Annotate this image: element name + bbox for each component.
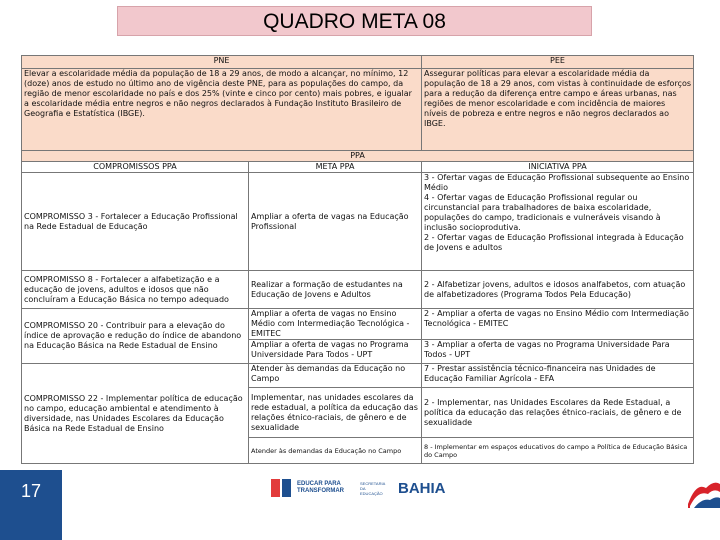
pee-header: PEE xyxy=(422,56,694,69)
iniciativa-3: 3 - Ofertar vagas de Educação Profissional subsequente ao Ensino Médio 4 - Ofertar vagas de Educação Profissional regular ou circunstancial para trabalhadores de baixa escolaridade, populações do campo, tradicionais e vulneráveis visando à inclusão socioprodutiva. 2 - Ofertar vagas de Educação Profissional integrada à Educação de Jovens e adultos xyxy=(422,173,694,271)
meta-8: Realizar a formação de estudantes na Educação de Jovens e Adultos xyxy=(249,271,422,309)
ppa-header: PPA xyxy=(22,151,694,162)
page-title: QUADRO META 08 xyxy=(117,6,592,36)
educar-icon xyxy=(270,477,294,499)
meta-20-b: Ampliar a oferta de vagas no Programa Universidade Para Todos - UPT xyxy=(249,340,422,364)
col-iniciativa: INICIATIVA PPA xyxy=(422,162,694,173)
compromisso-8: COMPROMISSO 8 - Fortalecer a alfabetização e a educação de jovens, adultos e idosos que não concluíram a Educação Básica no tempo adequado xyxy=(22,271,249,309)
col-meta: META PPA xyxy=(249,162,422,173)
educar-line2: TRANSFORMAR xyxy=(297,488,344,494)
iniciativa-20-a: 2 - Ampliar a oferta de vagas no Ensino Médio com Intermediação Tecnológica - EMITEC xyxy=(422,309,694,340)
bahia-text: BAHIA xyxy=(398,479,446,497)
pne-header: PNE xyxy=(22,56,422,69)
compromisso-20: COMPROMISSO 20 - Contribuir para a elevação do índice de aprovação e redução do índice de abandono na Educação Básica na Rede Estadual de Ensino xyxy=(22,309,249,364)
page-number-text: 17 xyxy=(20,481,42,501)
iniciativa-8: 2 - Alfabetizar jovens, adultos e idosos analfabetos, com atuação de alfabetizadores (Programa Todos Pela Educação) xyxy=(422,271,694,309)
page-number xyxy=(0,470,62,540)
educar-line1: EDUCAR PARA xyxy=(297,481,341,487)
bahia-logo xyxy=(398,476,446,500)
iniciativa-22-a: 7 - Prestar assistência técnico-financeira nas Unidades de Educação Familiar Agrícola - EFA xyxy=(422,364,694,388)
meta-table xyxy=(21,55,694,464)
secretaria-text: SECRETARIA DA EDUCAÇÃO xyxy=(360,480,386,496)
compromisso-3: COMPROMISSO 3 - Fortalecer a Educação Profissional na Rede Estadual de Educação xyxy=(22,173,249,271)
pee-text: Assegurar políticas para elevar a escolaridade média da população de 18 a 29 anos, com vistas à continuidade de esforços para a redução da diferença entre campo e áreas urbanas, nas regiões de menor escolaridade e com incidência de maiores níveis de pobreza e entre negros e não negros declarados ao IBGE. xyxy=(422,69,694,151)
secretaria-logo xyxy=(360,476,386,500)
meta-20-a: Ampliar a oferta de vagas no Ensino Médio com Intermediação Tecnológica - EMITEC xyxy=(249,309,422,340)
pne-text: Elevar a escolaridade média da população de 18 a 29 anos, de modo a alcançar, no mínimo, 12 (doze) anos de estudo no último ano de vigência deste PNE, para as populações do campo, da região de menor escolaridade no país e dos 25% (vinte e cinco por cento) mais pobres, e igualar a escolaridade média entre negros e não negros declarados à Fundação Instituto Brasileiro de Geografia e Estatística (IBGE). xyxy=(22,69,422,151)
meta-22-a: Atender às demandas da Educação no Campo xyxy=(249,364,422,388)
iniciativa-22-b: 2 - Implementar, nas Unidades Escolares da Rede Estadual, a política da educação das relações étnico-raciais, de gênero e de sexualidade xyxy=(422,388,694,438)
educar-logo xyxy=(270,476,344,500)
iniciativa-20-b: 3 - Ampliar a oferta de vagas no Programa Universidade Para Todos - UPT xyxy=(422,340,694,364)
iniciativa-22-c: 8 - Implementar em espaços educativos do campo a Política de Educação Básica do Campo xyxy=(422,438,694,464)
compromisso-22: COMPROMISSO 22 - Implementar política de educação no campo, educação ambiental e atendimento à diversidade, nas Unidades Escolares da Educação Básica na Rede Estadual de Ensino xyxy=(22,364,249,464)
bahia-brand-icon xyxy=(686,478,720,508)
meta-3: Ampliar a oferta de vagas na Educação Profissional xyxy=(249,173,422,271)
meta-22-b: Implementar, nas unidades escolares da rede estadual, a política da educação das relações étnico-raciais, de gênero e de sexualidade xyxy=(249,388,422,438)
meta-22-c: Atender às demandas da Educação no Campo xyxy=(249,438,422,464)
col-compromissos: COMPROMISSOS PPA xyxy=(22,162,249,173)
